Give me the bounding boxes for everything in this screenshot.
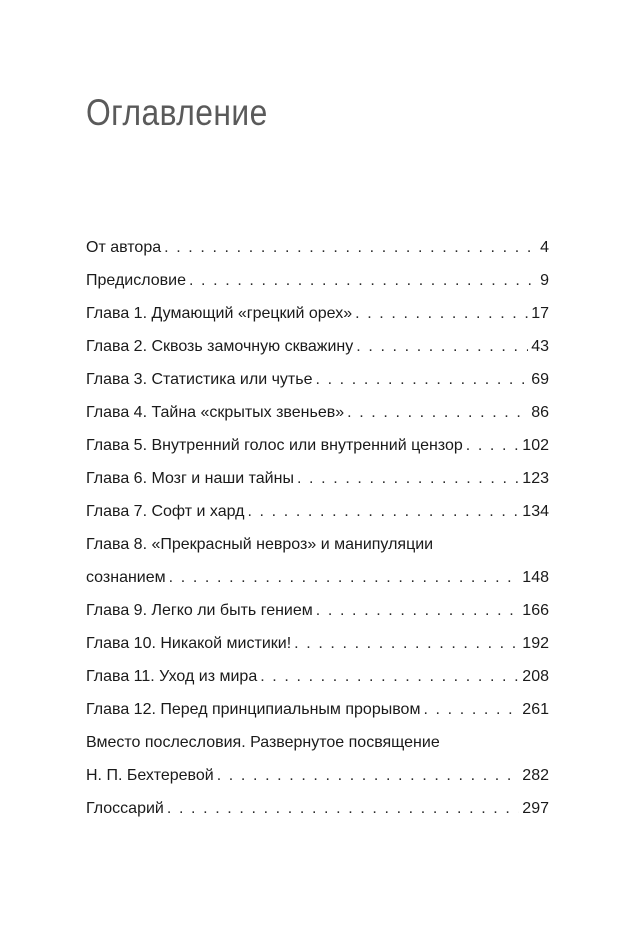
dot-leader [466, 429, 520, 462]
dot-leader [423, 693, 519, 726]
toc-entry-page: 102 [522, 437, 549, 454]
dot-leader [247, 495, 519, 528]
toc-entry [86, 363, 549, 396]
toc-entry [86, 495, 549, 528]
toc-entry [86, 528, 549, 594]
toc-entry-title: Глава 10. Никакой мистики! [86, 635, 292, 652]
toc-entry-title: Глава 12. Перед принципиальным прорывом [86, 701, 421, 718]
toc-entry [86, 594, 549, 627]
toc-entry-title: От автора [86, 239, 162, 256]
dot-leader [260, 660, 519, 693]
toc-entry [86, 627, 549, 660]
toc-entry-page: 123 [522, 470, 549, 487]
toc-entry-title: Глава 11. Уход из мира [86, 668, 258, 685]
toc-entry [86, 792, 549, 825]
toc-entry [86, 396, 549, 429]
toc-entry-title: Глава 5. Внутренний голос или внутренний цензор [86, 437, 463, 454]
toc-entry-page: 148 [522, 569, 549, 586]
dot-leader [315, 363, 528, 396]
dot-leader [316, 594, 520, 627]
toc-entry [86, 231, 549, 264]
toc-entry-title: Глава 1. Думающий «грецкий орех» [86, 305, 353, 322]
dot-leader [355, 297, 528, 330]
dot-leader [217, 759, 520, 792]
page-title: Оглавление [86, 92, 268, 133]
dot-leader [164, 231, 537, 264]
toc-entry-page: 282 [522, 767, 549, 784]
toc-entry-title: Глава 7. Софт и хард [86, 503, 245, 520]
toc-entry [86, 264, 549, 297]
toc-entry-title: Предисловие [86, 272, 186, 289]
toc-entry-title: Глоссарий [86, 800, 164, 817]
toc-entry-page: 86 [531, 404, 549, 421]
dot-leader [189, 264, 537, 297]
toc-entry-page: 4 [540, 239, 549, 256]
toc-entry-page: 43 [531, 338, 549, 355]
toc-entry [86, 462, 549, 495]
dot-leader [169, 561, 520, 594]
toc-entry-title-line2: сознанием [86, 569, 166, 586]
dot-leader [167, 792, 519, 825]
toc-entry-page: 208 [522, 668, 549, 685]
toc-entry-title: Глава 2. Сквозь замочную скважину [86, 338, 354, 355]
toc-entry-page: 192 [522, 635, 549, 652]
toc-entry-page: 166 [522, 602, 549, 619]
toc-entry-page: 69 [531, 371, 549, 388]
toc-entry-title-line1: Вместо послесловия. Развернутое посвящение [86, 734, 440, 751]
toc-entry-title: Глава 3. Статистика или чутье [86, 371, 313, 388]
toc-entry [86, 330, 549, 363]
toc-entry-title-line2: Н. П. Бехтеревой [86, 767, 214, 784]
toc-entry-page: 9 [540, 272, 549, 289]
dot-leader [356, 330, 528, 363]
toc-entry [86, 693, 549, 726]
toc-entry [86, 297, 549, 330]
toc-entry-page: 261 [522, 701, 549, 718]
toc-entry-page: 297 [522, 800, 549, 817]
toc-entry-page: 17 [531, 305, 549, 322]
dot-leader [294, 627, 519, 660]
toc-entry [86, 660, 549, 693]
toc-entry [86, 429, 549, 462]
dot-leader [347, 396, 528, 429]
dot-leader [297, 462, 519, 495]
toc-entry-title-line1: Глава 8. «Прекрасный невроз» и манипуляции [86, 536, 434, 553]
toc-entry [86, 726, 549, 792]
toc-entry-title: Глава 4. Тайна «скрытых звеньев» [86, 404, 345, 421]
table-of-contents [86, 231, 549, 825]
toc-entry-title: Глава 6. Мозг и наши тайны [86, 470, 294, 487]
toc-entry-page: 134 [522, 503, 549, 520]
toc-entry-title: Глава 9. Легко ли быть гением [86, 602, 313, 619]
